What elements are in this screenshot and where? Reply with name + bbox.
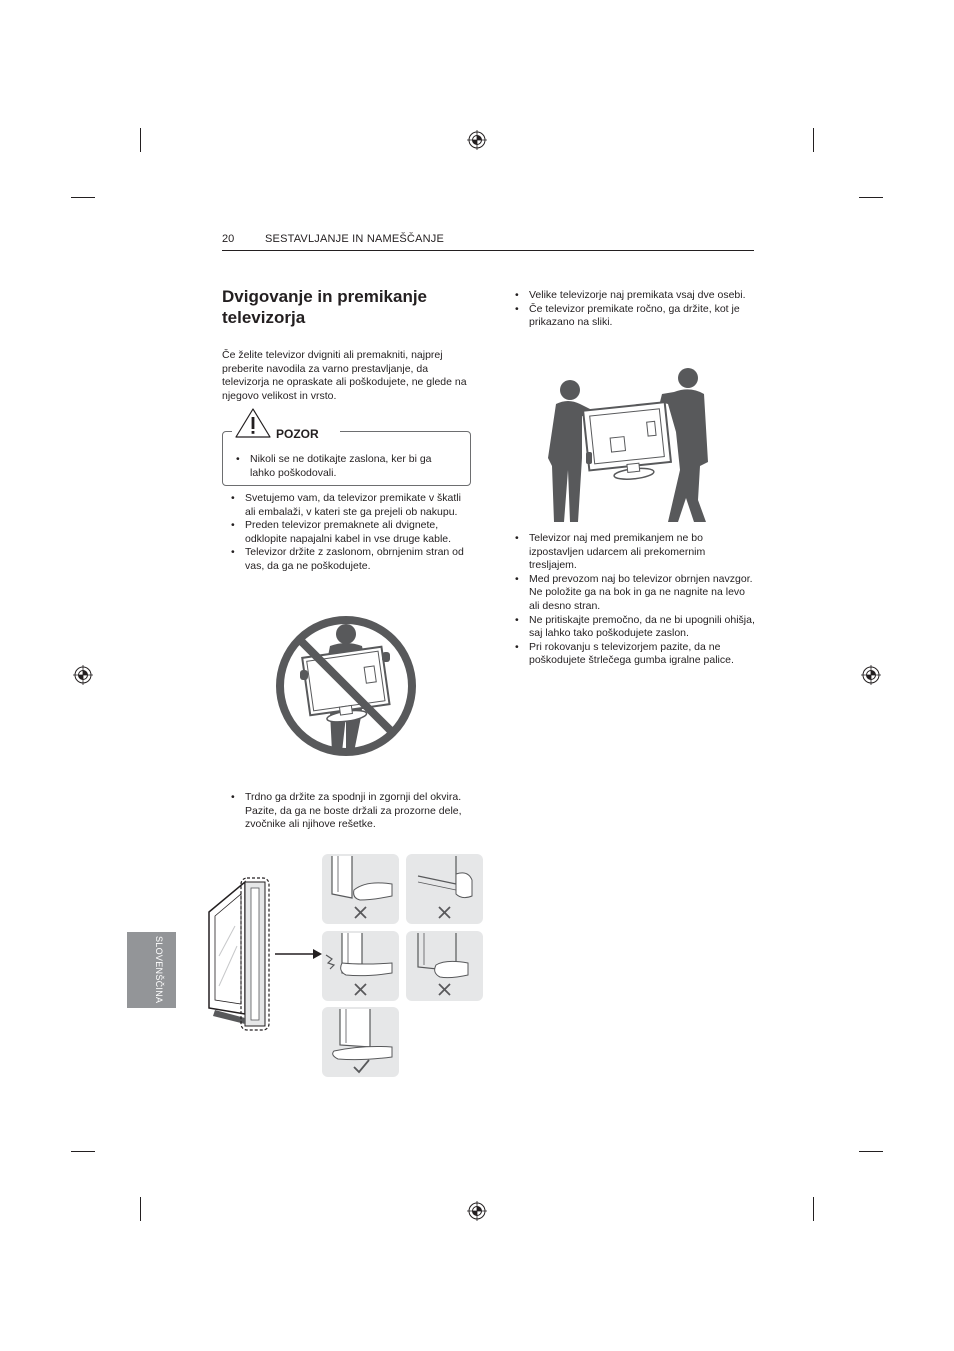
frame-bullet-list xyxy=(231,791,471,832)
grip-panel-wrong-1 xyxy=(322,854,399,924)
two-person-carry-illustration xyxy=(548,366,712,524)
header-rule xyxy=(222,250,754,251)
caution-list xyxy=(236,453,458,480)
right-top-bullet-list xyxy=(515,289,755,330)
left-bullet-list xyxy=(231,492,471,574)
language-tab-label: SLOVENŠČINA xyxy=(154,936,164,1004)
crop-mark xyxy=(71,197,95,198)
list-item: • Svetujemo vam, da televizor premikate v škatli ali embalaži, v kateri ste ga prejeli ob nakupu. xyxy=(231,492,471,519)
crop-mark xyxy=(813,1197,814,1221)
caution-label: POZOR xyxy=(276,427,319,441)
list-item: • Ne pritiskajte premočno, da ne bi upognili ohišja, saj lahko tako poškodujete zaslon. xyxy=(515,614,755,641)
grip-panel-wrong-4 xyxy=(406,931,483,1001)
list-item: • Velike televizorje naj premikata vsaj dve osebi. xyxy=(515,289,755,303)
list-item: • Če televizor premikate ročno, ga držite, kot je prikazano na sliki. xyxy=(515,303,755,330)
grip-panel-wrong-2 xyxy=(406,854,483,924)
list-item: • Med prevozom naj bo televizor obrnjen navzgor. Ne položite ga na bok in ga ne nagnite na levo ali desno stran. xyxy=(515,573,755,614)
registration-mark-icon xyxy=(467,130,487,150)
crop-mark xyxy=(859,1151,883,1152)
crop-mark xyxy=(859,197,883,198)
section-title: SESTAVLJANJE IN NAMEŠČANJE xyxy=(265,233,444,245)
list-item: • Pri rokovanju s televizorjem pazite, da ne poškodujete štrlečega gumba igralne palice. xyxy=(515,641,755,668)
list-item: • Trdno ga držite za spodnji in zgornji del okvira. Pazite, da ga ne boste držali za prozorne dele, zvočnike ali njihove rešetke. xyxy=(231,791,471,832)
page-title: Dvigovanje in premikanje televizorja xyxy=(222,287,428,327)
grip-panel-wrong-3 xyxy=(322,931,399,1001)
registration-mark-icon xyxy=(73,665,93,685)
registration-mark-icon xyxy=(861,665,881,685)
caution-item: • Nikoli se ne dotikajte zaslona, ker bi ga lahko poškodovali. xyxy=(236,453,458,480)
list-item: • Televizor naj med premikanjem ne bo izpostavljen udarcem ali prekomernim tresljajem. xyxy=(515,532,755,573)
page-number: 20 xyxy=(222,233,235,245)
grip-panel-correct xyxy=(322,1007,399,1077)
crop-mark xyxy=(71,1151,95,1152)
crop-mark xyxy=(813,128,814,152)
prohibited-carry-illustration xyxy=(272,612,420,760)
intro-paragraph: Če želite televizor dvigniti ali premakniti, najprej preberite navodila za varno prestavljanje, da televizorja ne opraskate ali poškodujete, ne glede na njegovo velikost in vrsto. xyxy=(222,349,467,402)
crop-mark xyxy=(140,1197,141,1221)
tv-side-view-illustration xyxy=(205,876,325,1032)
right-bottom-bullet-list xyxy=(515,532,755,668)
warning-triangle-icon xyxy=(234,407,272,439)
registration-mark-icon xyxy=(467,1201,487,1221)
list-item: • Preden televizor premaknete ali dvignete, odklopite napajalni kabel in vse druge kable. xyxy=(231,519,471,546)
crop-mark xyxy=(140,128,141,152)
list-item: • Televizor držite z zaslonom, obrnjenim stran od vas, da ga ne poškodujete. xyxy=(231,546,471,573)
